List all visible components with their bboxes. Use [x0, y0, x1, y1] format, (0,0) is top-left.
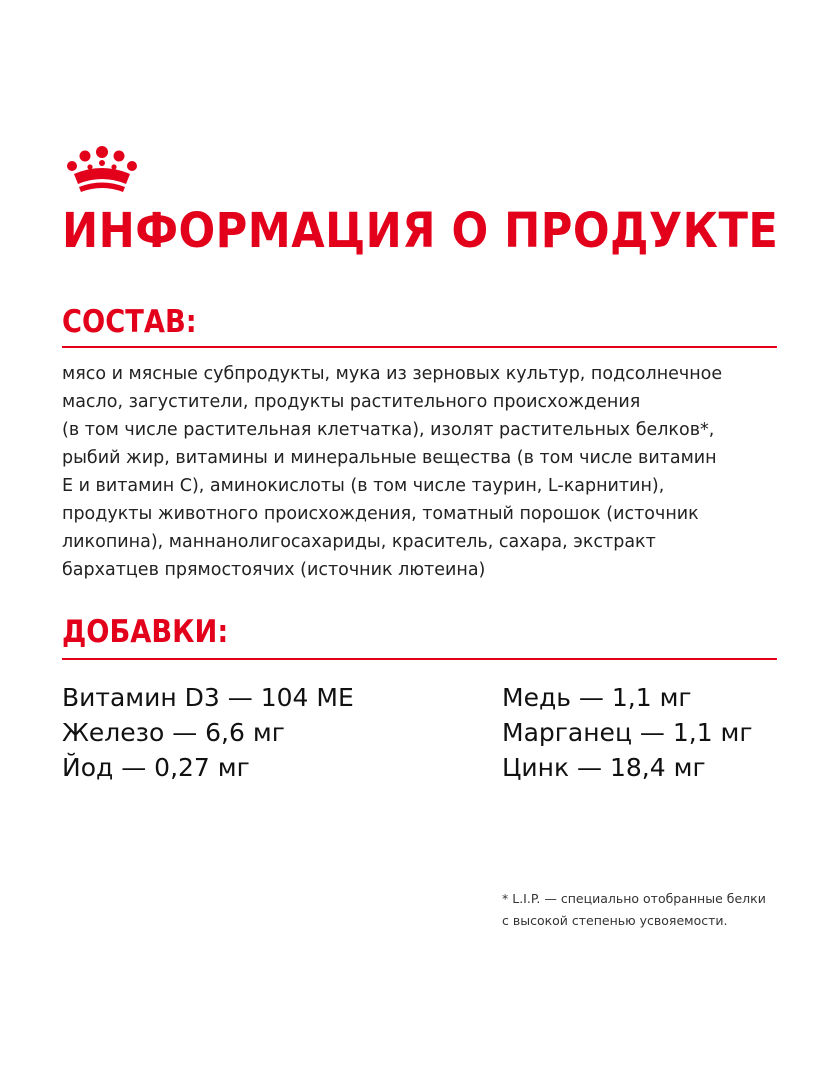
composition-line: масло, загустители, продукты растительного происхождения	[62, 392, 641, 412]
crown-icon	[64, 146, 140, 194]
composition-line: бархатцев прямостоячих (источник лютеина)	[62, 560, 486, 580]
additive-item: Марганец — 1,1 мг	[502, 718, 753, 747]
additives-heading: ДОБАВКИ:	[62, 614, 229, 650]
composition-line: E и витамин C), аминокислоты (в том числе таурин, L-карнитин),	[62, 476, 665, 496]
footnote	[502, 888, 766, 932]
additive-item: Цинк — 18,4 мг	[502, 753, 706, 782]
footnote-line: * L.I.P. — специально отобранные белки	[502, 891, 766, 906]
composition-heading: СОСТАВ:	[62, 304, 197, 340]
composition-line: продукты животного происхождения, томатный порошок (источник	[62, 504, 699, 524]
additives-list-right	[502, 680, 753, 785]
additives-list-left	[62, 680, 354, 785]
page-title: ИНФОРМАЦИЯ О ПРОДУКТЕ	[62, 203, 779, 259]
additive-item: Медь — 1,1 мг	[502, 683, 692, 712]
composition-divider	[62, 346, 777, 348]
composition-line: мясо и мясные субпродукты, мука из зерновых культур, подсолнечное	[62, 364, 723, 384]
footnote-line: с высокой степенью усвояемости.	[502, 913, 728, 928]
composition-line: рыбий жир, витамины и минеральные вещества (в том числе витамин	[62, 448, 717, 468]
additives-divider	[62, 658, 777, 660]
composition-line: (в том числе растительная клетчатка), изолят растительных белков*,	[62, 420, 715, 440]
composition-text	[62, 360, 782, 584]
additive-item: Витамин D3 — 104 МЕ	[62, 683, 354, 712]
additive-item: Железо — 6,6 мг	[62, 718, 285, 747]
additive-item: Йод — 0,27 мг	[62, 753, 250, 782]
composition-line: ликопина), маннанолигосахариды, краситель, сахара, экстракт	[62, 532, 656, 552]
